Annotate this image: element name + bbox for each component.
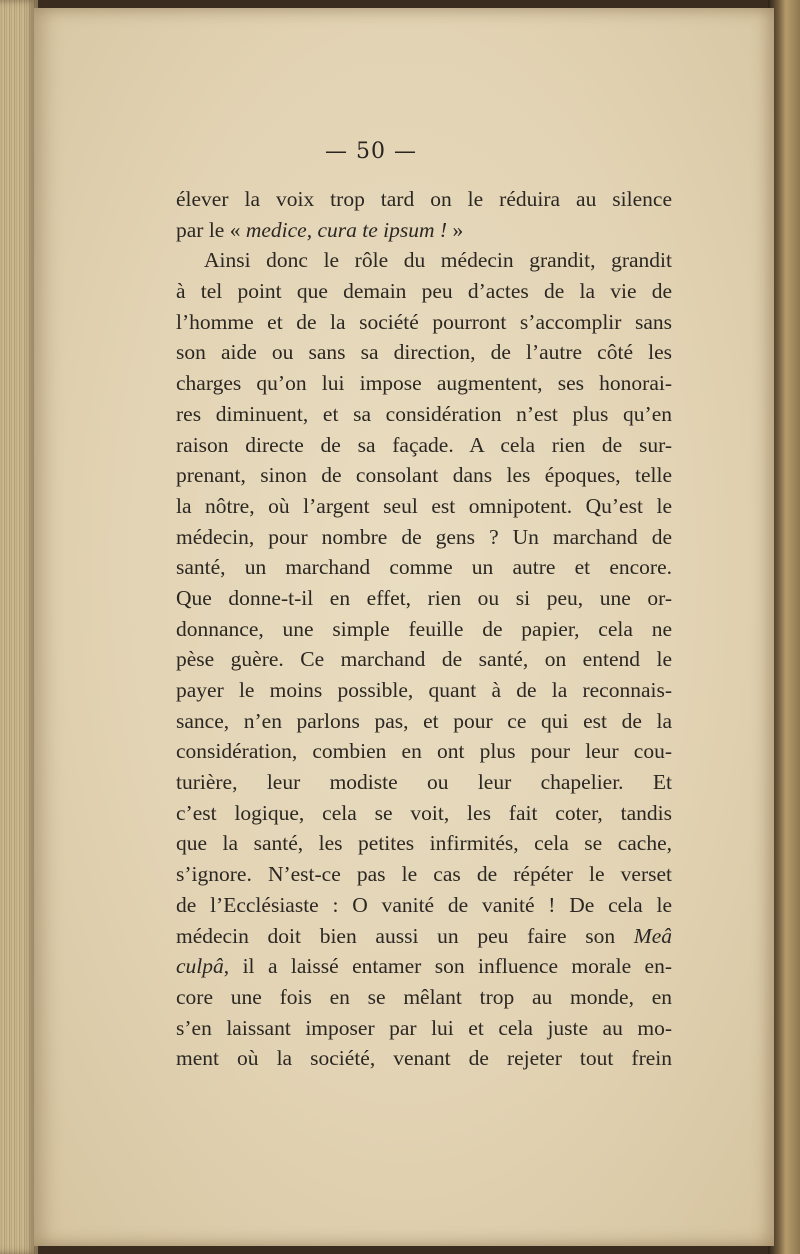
text-line: médecin, pour nombre de gens ? Un marchand de bbox=[176, 524, 672, 549]
text-line: la nôtre, où l’argent seul est omnipotent. Qu’est le bbox=[176, 493, 672, 518]
text-line: élever la voix trop tard on le réduira au silence bbox=[176, 187, 672, 211]
text-line: pèse guère. Ce marchand de santé, on entend le bbox=[176, 647, 672, 672]
text-line: ment où la société, venant de rejeter tout frein bbox=[176, 1046, 672, 1071]
text-line: Que donne-t-il en effet, rien ou si peu, une or- bbox=[176, 585, 672, 610]
text-line: c’est logique, cela se voit, les fait coter, tandis bbox=[176, 800, 672, 825]
text-line: son aide ou sans sa direction, de l’autre côté les bbox=[176, 340, 672, 365]
body-text bbox=[176, 184, 672, 1074]
text-line: culpâ, il a laissé entamer son influence morale en- bbox=[176, 954, 672, 979]
text-line: s’ignore. N’est-ce pas le cas de répéter le verset bbox=[176, 862, 672, 887]
text-line: santé, un marchand comme un autre et encore. bbox=[176, 555, 672, 580]
text-line: charges qu’on lui impose augmentent, ses honorai- bbox=[176, 371, 672, 396]
text-line: payer le moins possible, quant à de la reconnais- bbox=[176, 678, 672, 702]
text-line: raison directe de sa façade. A cela rien de sur- bbox=[176, 432, 672, 457]
page-stack-edge-left bbox=[0, 0, 38, 1254]
text-line: sance, n’en parlons pas, et pour ce qui est de la bbox=[176, 708, 672, 733]
text-line: que la santé, les petites infirmités, cela se cache, bbox=[176, 831, 672, 856]
text-line: considération, combien en ont plus pour leur cou- bbox=[176, 739, 672, 764]
text-line: par le « medice, cura te ipsum ! » bbox=[176, 217, 464, 242]
text-line: prenant, sinon de consolant dans les époques, telle bbox=[176, 463, 672, 488]
text-line: l’homme et de la société pourront s’accomplir sans bbox=[176, 309, 672, 334]
text-line: turière, leur modiste ou leur chapelier. Et bbox=[176, 770, 672, 795]
latin-phrase: Meâ bbox=[633, 923, 672, 948]
text-line: Ainsi donc le rôle du médecin grandit, grandit bbox=[204, 248, 672, 273]
text-line: s’en laissant imposer par lui et cela juste au mo- bbox=[176, 1015, 672, 1040]
page-number: — 50 — bbox=[325, 139, 417, 164]
text-line: de l’Ecclésiaste : O vanité de vanité ! De cela le bbox=[176, 892, 672, 917]
latin-quote: medice, cura te ipsum ! bbox=[245, 217, 448, 242]
latin-phrase: culpâ bbox=[176, 954, 224, 979]
text-line: médecin doit bien aussi un peu faire son Meâ bbox=[176, 923, 672, 948]
text-line: res diminuent, et sa considération n’est plus qu’en bbox=[176, 401, 672, 426]
text-line: core une fois en se mêlant trop au monde, en bbox=[176, 984, 672, 1009]
text-line: donnance, une simple feuille de papier, cela ne bbox=[176, 616, 672, 641]
text-line: à tel point que demain peu d’actes de la vie de bbox=[176, 279, 672, 304]
